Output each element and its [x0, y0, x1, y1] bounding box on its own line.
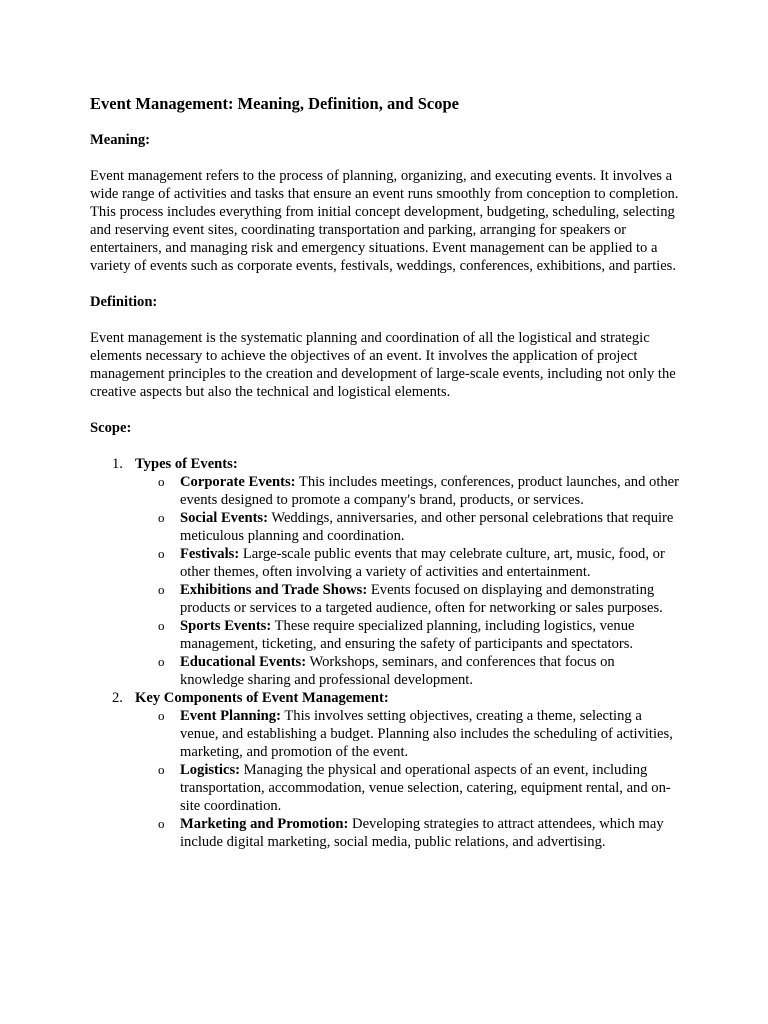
list-item — [135, 815, 680, 851]
item-text: Workshops, seminars, and conferences that focus on knowledge sharing and professional development. — [180, 654, 615, 688]
item-label: Marketing and Promotion: — [180, 816, 349, 832]
item-text: Weddings, anniversaries, and other personal celebrations that require meticulous planning and coordination. — [180, 510, 674, 544]
list-number: 2. — [112, 690, 123, 706]
item-text: This includes meetings, conferences, product launches, and other events designed to promote a company's brand, products, or services. — [180, 474, 680, 508]
item-text: These require specialized planning, including logistics, venue management, ticketing, and ensuring the safety of participants and spectators. — [180, 618, 635, 652]
definition-heading: Definition: — [90, 294, 158, 310]
item-label: Logistics: — [180, 762, 240, 778]
list-item — [135, 473, 680, 509]
item-text: Developing strategies to attract attendees, which may include digital marketing, social media, public relations, and advertising. — [180, 816, 664, 850]
bullet-icon: o — [158, 708, 165, 723]
scope-heading: Scope: — [90, 420, 132, 436]
sub-list — [135, 473, 680, 689]
list-item — [135, 617, 680, 653]
bullet-icon: o — [158, 582, 165, 597]
bullet-icon: o — [158, 654, 165, 669]
item-text: Large-scale public events that may celebrate culture, art, music, food, or other themes, often involving a variety of activities and entertainment. — [180, 546, 665, 580]
item-label: Event Planning: — [180, 708, 281, 724]
document-page — [90, 94, 680, 851]
scope-item-types-of-events — [90, 455, 680, 689]
meaning-heading: Meaning: — [90, 132, 150, 148]
item-label: Exhibitions and Trade Shows: — [180, 582, 368, 598]
item-label: Educational Events: — [180, 654, 307, 670]
bullet-icon: o — [158, 762, 165, 777]
item-label: Corporate Events: — [180, 474, 296, 490]
item-label: Social Events: — [180, 510, 268, 526]
list-item — [135, 545, 680, 581]
list-number: 1. — [112, 456, 123, 472]
scope-item-label: Types of Events: — [135, 456, 238, 472]
item-label: Festivals: — [180, 546, 240, 562]
scope-item-key-components — [90, 689, 680, 851]
bullet-icon: o — [158, 546, 165, 561]
definition-paragraph: Event management is the systematic planning and coordination of all the logistical and strategic elements necessary to achieve the objectives of an event. It involves the application of project management principles to the creation and development of large-scale events, including not only the creative aspects but also the technical and logistical elements. — [90, 330, 676, 400]
scope-list — [90, 455, 680, 851]
item-text: Managing the physical and operational aspects of an event, including transportation, accommodation, venue selection, catering, equipment rental, and on-site coordination. — [180, 762, 671, 814]
bullet-icon: o — [158, 618, 165, 633]
list-item — [135, 509, 680, 545]
bullet-icon: o — [158, 510, 165, 525]
scope-item-label: Key Components of Event Management: — [135, 690, 389, 706]
list-item — [135, 707, 680, 761]
list-item — [135, 653, 680, 689]
list-item — [135, 761, 680, 815]
meaning-paragraph: Event management refers to the process of planning, organizing, and executing events. It involves a wide range of activities and tasks that ensure an event runs smoothly from conception to completion. This process includes everything from initial concept development, budgeting, scheduling, selecting and reserving event sites, coordinating transportation and parking, arranging for speakers or entertainers, and managing risk and emergency situations. Event management can be applied to a variety of events such as corporate events, festivals, weddings, conferences, exhibitions, and parties. — [90, 168, 679, 274]
list-item — [135, 581, 680, 617]
document-title: Event Management: Meaning, Definition, and Scope — [90, 94, 459, 113]
item-label: Sports Events: — [180, 618, 272, 634]
bullet-icon: o — [158, 816, 165, 831]
sub-list — [135, 707, 680, 851]
bullet-icon: o — [158, 474, 165, 489]
item-text: Events focused on displaying and demonstrating products or services to a targeted audience, often for networking or sales purposes. — [180, 582, 663, 616]
item-text: This involves setting objectives, creating a theme, selecting a venue, and establishing a budget. Planning also includes the scheduling of activities, marketing, and promotion of the event. — [180, 708, 673, 760]
